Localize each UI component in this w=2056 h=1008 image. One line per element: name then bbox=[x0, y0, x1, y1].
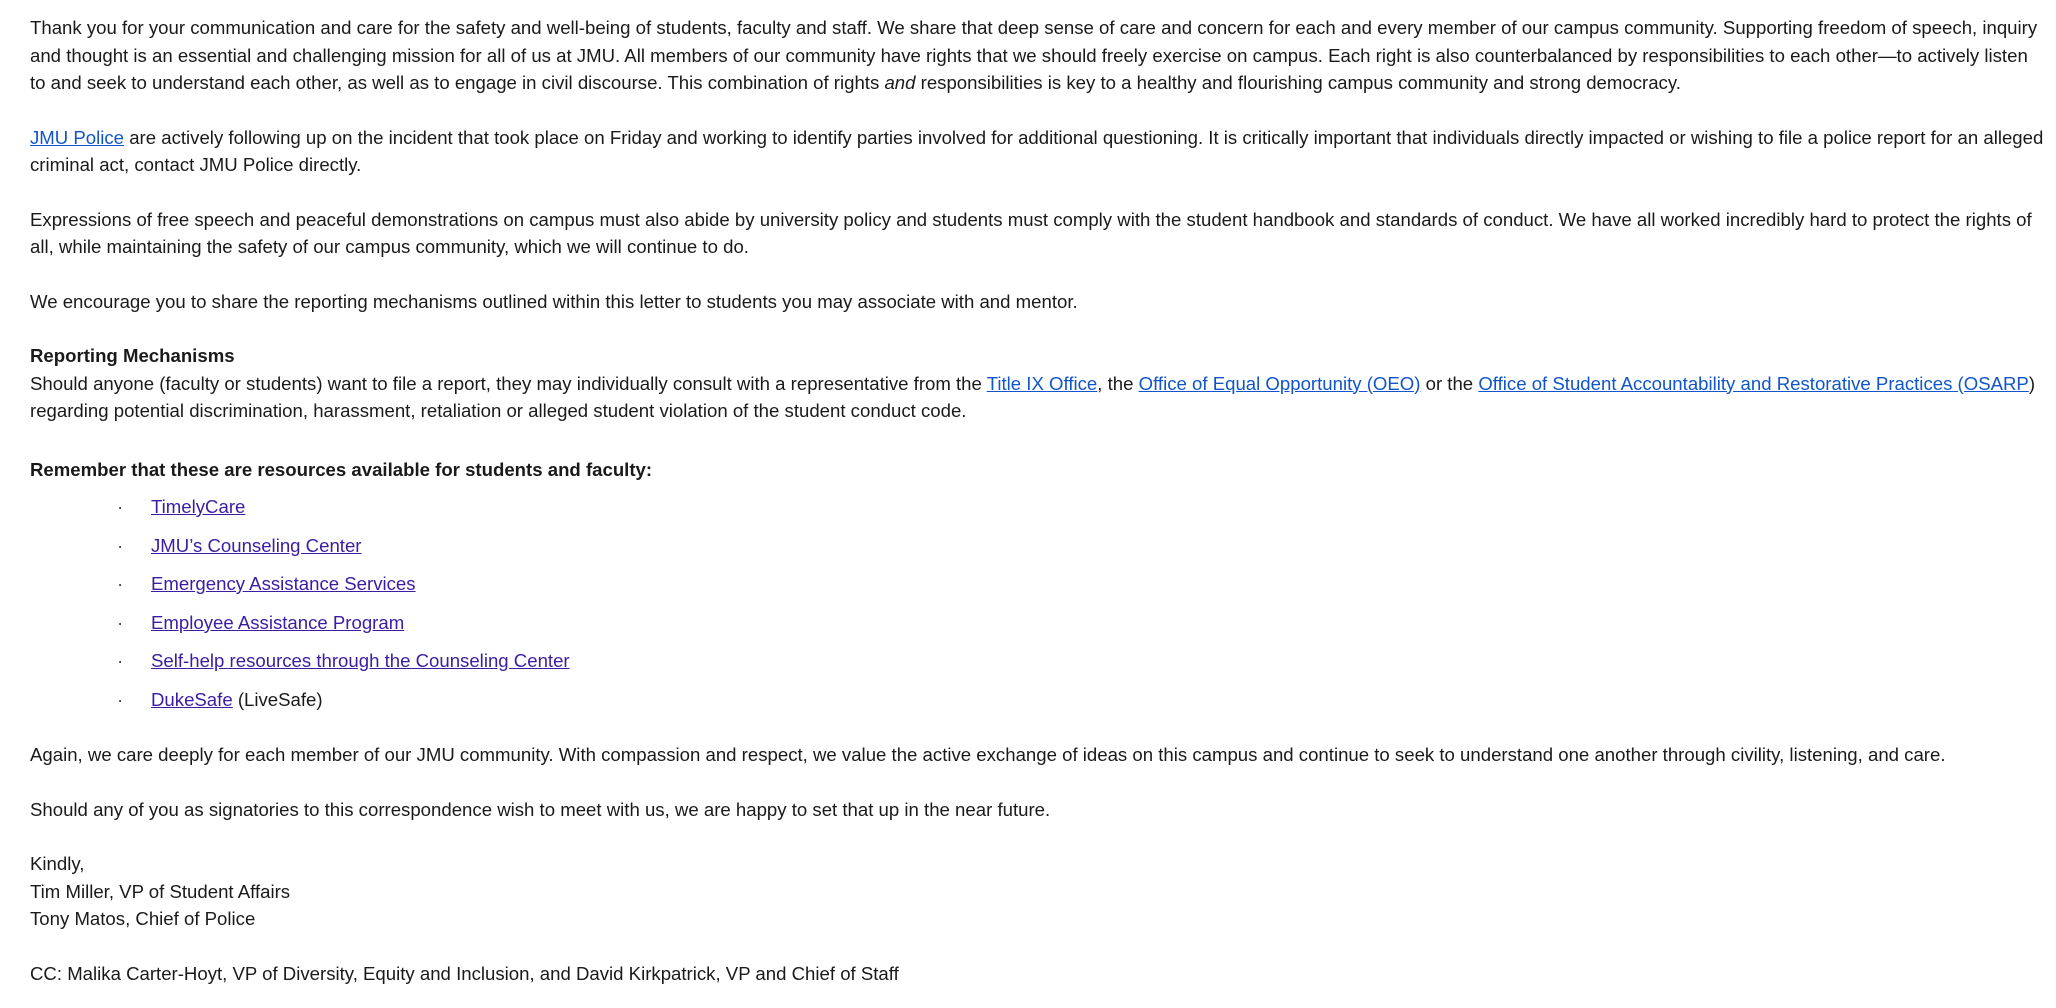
signer-1: Tim Miller, VP of Student Affairs bbox=[30, 880, 291, 902]
encourage-paragraph: We encourage you to share the reporting mechanisms outlined within this letter to students you may associate with and mentor. bbox=[30, 290, 1078, 312]
free-speech-paragraph: Expressions of free speech and peaceful demonstrations on campus must also abide by university policy and students must comply with the student handbook and standards of conduct. We have all worked incredibly hard to protect the rights of all, while maintaining the safety of our campus community, which we will continue to do. bbox=[30, 208, 2032, 257]
jmu-police-link[interactable]: JMU Police bbox=[30, 126, 125, 148]
police-paragraph: JMU Police are actively following up on the incident that took place on Friday and working to identify parties involved for additional questioning. It is critically important that individuals directly impacted or wishing to file a police report for an alleged criminal act, contact JMU Police directly. bbox=[30, 126, 2044, 175]
list-item bbox=[30, 686, 2046, 725]
meeting-paragraph: Should any of you as signatories to this correspondence wish to meet with us, we are happy to set that up in the near future. bbox=[30, 798, 1051, 820]
osarp-link[interactable]: Office of Student Accountability and Restorative Practices (OSARP bbox=[1478, 372, 2029, 394]
livesafe-note: (LiveSafe) bbox=[232, 688, 323, 710]
list-item bbox=[30, 609, 2046, 648]
cc-line: CC: Malika Carter-Hoyt, VP of Diversity, Equity and Inclusion, and David Kirkpatrick, VP and Chief of Staff bbox=[30, 962, 899, 984]
list-item bbox=[30, 647, 2046, 686]
bullet-icon: · bbox=[117, 650, 124, 671]
title-ix-link[interactable]: Title IX Office bbox=[986, 372, 1098, 394]
reporting-paragraph: Should anyone (faculty or students) want to file a report, they may individually consult with a representative from the Title IX Office, the Office of Equal Opportunity (OEO) or the Office of Student Accountability and Restorative Practices (OSARP) regarding potential discrimination, harassment, retaliation or alleged student violation of the student conduct code. bbox=[30, 372, 2036, 421]
salutation: Kindly, bbox=[30, 853, 85, 874]
bullet-icon: · bbox=[117, 573, 124, 594]
signer-2: Tony Matos, Chief of Police bbox=[30, 908, 256, 929]
emergency-assistance-link[interactable]: Emergency Assistance Services bbox=[151, 573, 416, 594]
timelycare-link[interactable]: TimelyCare bbox=[151, 496, 246, 517]
dukesafe-link[interactable]: DukeSafe bbox=[151, 688, 233, 710]
list-item bbox=[30, 532, 2046, 571]
counseling-center-link[interactable]: JMU’s Counseling Center bbox=[151, 534, 362, 556]
resources-heading: Remember that these are resources available for students and faculty: bbox=[30, 458, 653, 480]
oeo-link[interactable]: Office of Equal Opportunity (OEO) bbox=[1138, 372, 1421, 394]
bullet-icon: · bbox=[117, 688, 124, 710]
bullet-icon: · bbox=[117, 496, 124, 517]
bullet-icon: · bbox=[117, 611, 124, 633]
resources-list bbox=[30, 493, 2046, 724]
employee-assistance-link[interactable]: Employee Assistance Program bbox=[151, 611, 405, 633]
reporting-heading: Reporting Mechanisms bbox=[30, 345, 235, 366]
list-item bbox=[30, 570, 2046, 609]
self-help-link[interactable]: Self-help resources through the Counseling Center bbox=[151, 650, 570, 671]
list-item bbox=[30, 493, 2046, 532]
again-paragraph: Again, we care deeply for each member of our JMU community. With compassion and respect, we value the active exchange of ideas on this campus and continue to seek to understand one another through civility, listening, and care. bbox=[30, 744, 1946, 765]
bullet-icon: · bbox=[117, 534, 124, 556]
intro-paragraph: Thank you for your communication and care for the safety and well-being of students, faculty and staff. We share that deep sense of care and concern for each and every member of our campus community. Supporting freedom of speech, inquiry and thought is an essential and challenging mission for all of us at JMU. All members of our community have rights that we should freely exercise on campus. Each right is also counterbalanced by responsibilities to each other—to actively listen to and seek to understand each other, as well as to engage in civil discourse. This combination of rights and responsibilities is key to a healthy and flourishing campus community and strong democracy. bbox=[30, 17, 2038, 93]
emphasis-and: and bbox=[884, 72, 916, 93]
